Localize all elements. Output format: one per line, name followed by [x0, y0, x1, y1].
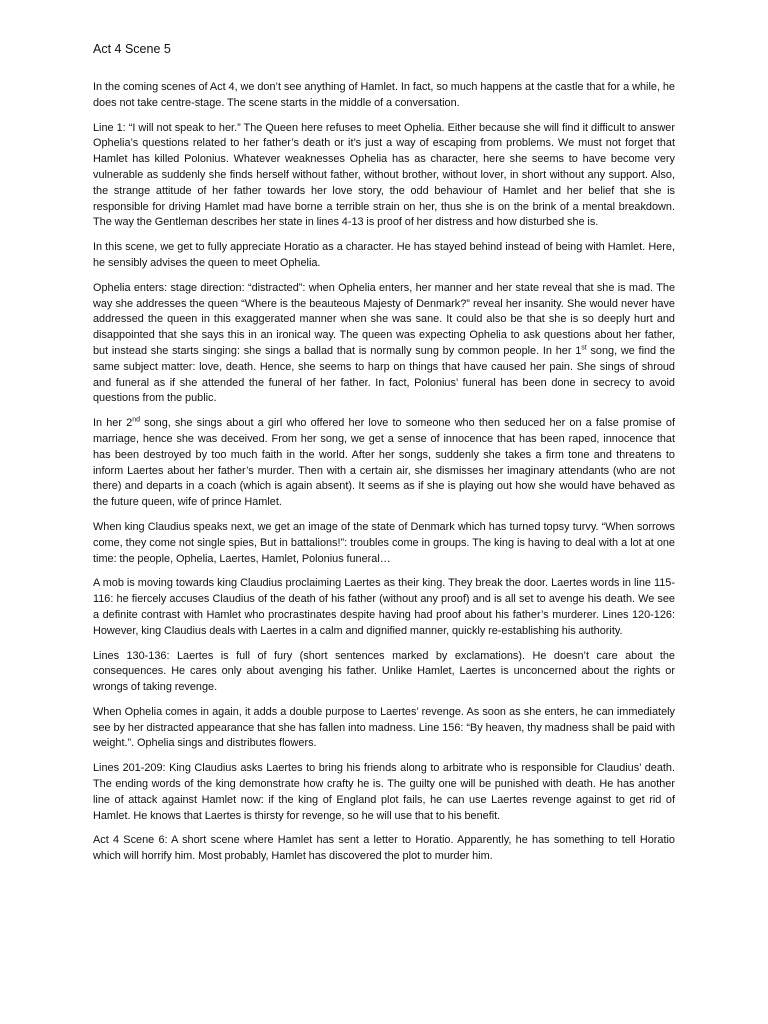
paragraph-text: song, we find the same subject matter: love, death. Hence, she seems to harp on things that have caused her pain. She sings of shroud and funeral as if she attended the funeral of her father. In fact, Polonius’ funeral has been done in secrecy to avoid questions from the public.	[93, 344, 675, 405]
document-page	[93, 40, 675, 874]
paragraph-claudius: When king Claudius speaks next, we get an image of the state of Denmark which has turned topsy turvy. “When sorrows come, they come not single spies, But in battalions!”: troubles come in groups. The king is having to deal with a lot at one time: the people, Ophelia, Laertes, Hamlet, Polonius funeral…	[93, 520, 675, 565]
paragraph-intro: In the coming scenes of Act 4, we don’t see anything of Hamlet. In fact, so much happens at the castle that for a while, he does not take centre-stage. The scene starts in the middle of a conversation.	[93, 81, 675, 109]
ordinal-suffix: st	[581, 344, 587, 352]
ordinal-suffix: nd	[132, 416, 140, 424]
paragraph-second-song	[93, 416, 675, 511]
paragraph-text: song, she sings about a girl who offered her love to someone who then seduced her on a false promise of marriage, hence she was deceived. From her song, we get a sense of innocence that has been raped, innocence that has been destroyed by too much faith in the world. After her songs, suddenly she takes a firm tone and threatens to inform Laertes about her father’s murder. Then with a certain air, she dismisses her imaginary attendants (who are not there) and departs in a coach (which is again absent). It seems as if she is playing out how she would have behaved as the future queen, wife of prince Hamlet.	[93, 417, 675, 509]
paragraph-horatio: In this scene, we get to fully appreciate Horatio as a character. He has stayed behind instead of being with Hamlet. Here, he sensibly advises the queen to meet Ophelia.	[93, 241, 675, 269]
paragraph-text: Ophelia enters: stage direction: “distracted”: when Ophelia enters, her manner and her state reveal that she is mad. The way she addresses the queen “Where is the beauteous Majesty of Denmark?” reveal her insanity. She would never have addressed the queen in this exaggerated manner when she was sane. It could also be that she is so deeply hurt and disappointed that she says this in an ironical way. The queen was expecting Ophelia to ask questions about her father, but instead she starts singing: she sings a ballad that is normally sung by common people. In her 1	[93, 281, 675, 357]
paragraph-scene-6: Act 4 Scene 6: A short scene where Hamlet has sent a letter to Horatio. Apparently, he has something to tell Horatio which will horrify him. Most probably, Hamlet has discovered the plot to murder him.	[93, 834, 675, 863]
paragraph-mob: A mob is moving towards king Claudius proclaiming Laertes as their king. They break the door. Laertes words in line 115-116: he fiercely accuses Claudius of the death of his father (without any proof) and is all set to avenge his death. We see a definite contrast with Hamlet who procrastinates despite having had proof about his father’s murderer. Lines 120-126: However, king Claudius deals with Laertes in a calm and dignified manner, quickly re-establishing his authority.	[93, 577, 675, 637]
paragraph-ophelia-returns: When Ophelia comes in again, it adds a double purpose to Laertes’ revenge. As soon as she enters, he can immediately see by her distracted appearance that she has fallen into madness. Line 156: “By heaven, thy madness shall be paid with weight.”. Ophelia sings and distributes flowers.	[93, 705, 675, 750]
document-title: Act 4 Scene 5	[93, 42, 171, 56]
paragraph-claudius-plot: Lines 201-209: King Claudius asks Laertes to bring his friends along to arbitrate who is responsible for Claudius’ death. The ending words of the king demonstrate how crafty he is. The guilty one will be punished with death. He has another line of attack against Hamlet now: if the king of England plot fails, he can use Laertes revenge against to get rid of Hamlet. He knows that Laertes is thirsty for revenge, so he will use that to his benefit.	[93, 762, 675, 822]
paragraph-text: In her 2	[93, 417, 133, 430]
paragraph-line-1: Line 1: “I will not speak to her.” The Queen here refuses to meet Ophelia. Either because she will find it difficult to answer Ophelia’s questions related to her father’s death or it’s just a way of escaping from problems. We must not forget that Hamlet has killed Polonius. Whatever weaknesses Ophelia has as character, here she seems to have become very vulnerable as suddenly she finds herself without father, without brother, without lover, in short without any support. Also, the strange attitude of her father towards her love story, the odd behaviour of Hamlet and her belief that she is responsible for driving Hamlet mad have borne a terrible strain on her, thus she is on the brink of a mental breakdown. The way the Gentleman describes her state in lines 4-13 is proof of her distress and how disturbed she is.	[93, 121, 675, 229]
paragraph-laertes-fury: Lines 130-136: Laertes is full of fury (short sentences marked by exclamations). He doesn’t care about the consequences. He cares only about avenging his father. Unlike Hamlet, Laertes is unconcerned about the rights or wrongs of taking revenge.	[93, 649, 675, 694]
paragraph-ophelia-enters	[93, 281, 675, 407]
